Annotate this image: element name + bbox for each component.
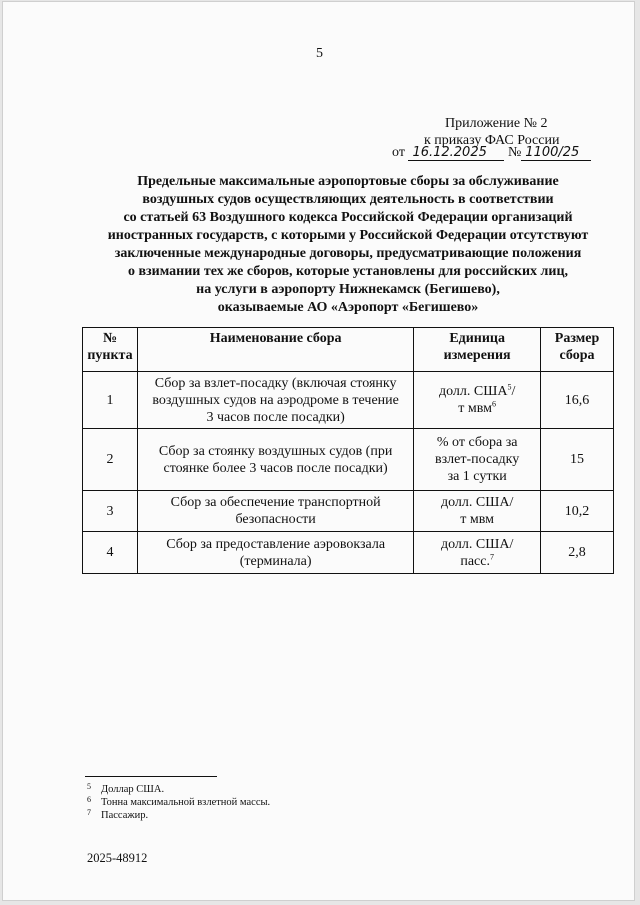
- row-value: 16,6: [541, 372, 614, 429]
- footnote-text: Пассажир.: [101, 810, 149, 821]
- row-unit: % от сбора за взлет-посадку за 1 сутки: [414, 429, 541, 491]
- row-num: 4: [83, 532, 138, 574]
- row-value: 2,8: [541, 532, 614, 574]
- title-line: воздушных судов осуществляющих деятельность в соответствии: [142, 192, 554, 207]
- header-name: Наименование сбора: [137, 328, 413, 372]
- document-registration-number: 2025-48912: [87, 851, 148, 865]
- footnote-number: 6: [87, 795, 91, 804]
- row-value: 15: [541, 429, 614, 491]
- footnotes: [87, 783, 270, 822]
- document-page: [2, 1, 635, 901]
- order-date-line: [392, 145, 591, 161]
- table-row: [83, 372, 614, 429]
- number-prefix: №: [507, 145, 522, 160]
- row-unit: долл. США$^5$/ т мвм$^6$: [414, 372, 541, 429]
- title-line: заключенные международные договоры, предусматривающие положения: [114, 246, 582, 261]
- footnote-number: 7: [87, 808, 91, 817]
- table-row: [83, 532, 614, 574]
- row-num: 2: [83, 429, 138, 491]
- table-header-row: [83, 328, 614, 372]
- footnote: [87, 796, 270, 809]
- title-line: на услуги в аэропорту Нижнекамск (Бегишево),: [196, 282, 500, 297]
- row-name: Сбор за предоставление аэровокзала (терминала): [137, 532, 413, 574]
- order-date: 16.12.2025: [408, 145, 504, 161]
- row-unit: долл. США/ т мвм: [414, 491, 541, 532]
- title-line: оказываемые АО «Аэропорт «Бегишево»: [217, 300, 479, 315]
- footnote-separator: [85, 776, 217, 777]
- header-size: Размер сбора: [541, 328, 614, 372]
- header-unit: Единица измерения: [414, 328, 541, 372]
- title-line: иностранных государств, с которыми у Российской Федерации отсутствуют: [107, 228, 589, 243]
- footnote-ref: 7: [489, 551, 494, 561]
- row-num: 1: [83, 372, 138, 429]
- annex-order-ref: к приказу ФАС России: [424, 133, 560, 148]
- title-line: о взимании тех же сборов, которые установлены для российских лиц,: [127, 264, 569, 279]
- date-prefix: от: [392, 145, 405, 160]
- footnote-text: Доллар США.: [101, 784, 165, 795]
- row-name: Сбор за обеспечение транспортной безопасности: [137, 491, 413, 532]
- title-line: со статьей 63 Воздушного кодекса Российской Федерации организаций: [123, 210, 573, 225]
- fees-table: [82, 327, 614, 574]
- row-unit: долл. США/ пасс.$^7$: [414, 532, 541, 574]
- row-value: 10,2: [541, 491, 614, 532]
- footnote-number: 5: [87, 782, 91, 791]
- footnote-ref: 6: [492, 399, 497, 409]
- row-name: Сбор за стоянку воздушных судов (при стоянке более 3 часов после посадки): [137, 429, 413, 491]
- footnote: [87, 809, 270, 822]
- header-num: № пункта: [83, 328, 138, 372]
- table-row: [83, 491, 614, 532]
- row-name: Сбор за взлет-посадку (включая стоянку воздушных судов на аэродроме в течение 3 часов после посадки): [137, 372, 413, 429]
- table-row: [83, 429, 614, 491]
- order-number: 1100/25: [521, 145, 591, 161]
- annex-title: Приложение № 2: [445, 116, 548, 131]
- page-number: 5: [316, 46, 323, 61]
- document-title: [63, 173, 633, 317]
- footnote-ref: 5: [507, 382, 512, 392]
- title-line: Предельные максимальные аэропортовые сборы за обслуживание: [137, 174, 559, 189]
- footnote-text: Тонна максимальной взлетной массы.: [101, 797, 271, 808]
- row-num: 3: [83, 491, 138, 532]
- footnote: [87, 783, 270, 796]
